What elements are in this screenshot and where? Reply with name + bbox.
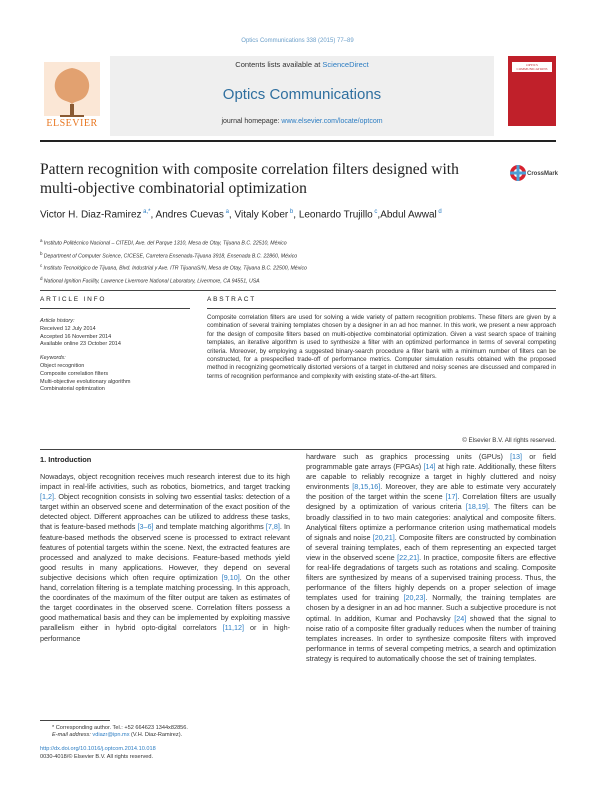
footnote-divider [40, 720, 110, 721]
author-separator: , [228, 209, 235, 221]
citation-link[interactable]: [7,8] [265, 522, 280, 532]
author-affiliation-marker[interactable]: d [436, 209, 442, 215]
info-top-divider [40, 290, 556, 291]
keyword-item: Multi-objective evolutionary algorithm [40, 378, 131, 385]
citation-link[interactable]: [20,23] [403, 593, 426, 603]
citation-link[interactable]: [8,15,16] [352, 482, 381, 492]
citation-link[interactable]: [11,12] [222, 623, 245, 633]
history-label: Article history: [40, 318, 75, 324]
citation-link[interactable]: [18,19] [465, 502, 488, 512]
keyword-item: Combinatorial optimization [40, 386, 105, 393]
abstract-divider [207, 308, 556, 309]
affiliation-marker: c [40, 263, 44, 269]
body-text: . The filters can be broadly classified in to two main categories: analytical and composite filters. Analytical filters optimize a performance criterion using mathematical models of signals and noise [306, 502, 556, 542]
homepage-line [110, 118, 494, 125]
affiliation-marker: a [40, 238, 44, 243]
author-list [40, 206, 556, 221]
abstract-text: Composite correlation filters are used for solving a wide variety of pattern recognition problems. These filters are given by a combination of several training templates chosen by a designer in an ad hoc manner. In this work, we present a new approach for the design of composite filters based on multi-objective combinatorial optimization. Given a vast search space of training templates, an iterative algorithm is used to synthesize a filter with an optimized performance in terms of several competing criteria. Moreover, by employing a suggested binary-search procedure a filter bank with a minimum number of filters can be constructed, for a prespecified trade-off of performance metrics. Computer simulation results obtained with the proposed method in recognizing geometrically distorted versions of a target in cluttered and noisy scenes are discussed and compared in terms of recognition performance and complexity with existing state-of-the-art filters. [207, 314, 556, 380]
affiliation-item [40, 274, 556, 287]
homepage-prefix: journal homepage: [221, 118, 282, 125]
body-text: . In practice, composite filters are effective for real-life degradations of targets such as rotations and scaling. Composite filters are synthesized by means of a supervised training process. Thus, the performance of the filters highly depends on a proper selection of image templates used for training [306, 552, 557, 603]
author-affiliation-marker[interactable]: a,* [141, 209, 151, 215]
article-info-label: ARTICLE INFO [40, 296, 107, 303]
online-date: Available online 23 October 2014 [40, 341, 121, 348]
homepage-link[interactable]: www.elsevier.com/locate/optcom [281, 118, 383, 125]
author-name: Andres Cuevas [155, 209, 224, 221]
email-suffix: (V.H. Diaz-Ramirez). [129, 732, 183, 739]
citation-link[interactable]: [9,10] [221, 572, 240, 582]
contents-line [110, 60, 494, 69]
cover-title: OPTICS COMMUNICATIONS [516, 63, 548, 71]
body-text: Nowadays, object recognition receives much research interest due to its high impact in real-life activities, such as robotics, biometrics, and target tracking [40, 472, 290, 492]
abstract-bottom-divider [40, 449, 556, 450]
affiliation-item [40, 236, 556, 249]
contents-prefix: Contents lists available at [235, 60, 323, 69]
affiliation-marker: d [40, 276, 44, 282]
citation-link[interactable]: [13] [510, 452, 523, 461]
author-affiliation-marker[interactable]: b [288, 209, 294, 215]
email-line [52, 732, 292, 739]
body-text: . Moreover, they are able to estimate very accurately the position of the target within the scene [306, 482, 556, 502]
author-name: Victor H. Diaz-Ramirez [40, 209, 142, 221]
email-link[interactable]: vdiazr@ipn.mx [92, 732, 130, 739]
affiliation-item [40, 261, 556, 274]
author-separator: , [293, 209, 299, 221]
author-name: Abdul Awwal [380, 209, 437, 221]
affiliation-marker: b [40, 250, 44, 256]
body-text: . Composite filters are constructed by combination of several training templates, each of them representing an expected target view in the observed scene [306, 532, 556, 562]
body-text: showed that the signal to noise ratio of a composite filter gradually reduces when the number of training templates increases. In order to synthesize composite filters with improved performance in terms of several competing metrics, a search and optimization strategy is required to automatically choose the set of training templates. [306, 613, 557, 663]
affiliation-text: National Ignition Facility, Lawrence Livermore National Laboratory, Livermore, CA 94551, USA [43, 278, 260, 285]
corresponding-footnote [52, 725, 292, 739]
body-text: or field programmable gate arrays (FPGAs) [306, 452, 556, 472]
intro-right-column [306, 452, 556, 664]
body-text: . Normally, the training templates are chosen by a designer in an ad hoc manner. Such a subjective procedure is not optimal. In addition, Kumar and Pochavsky [306, 593, 556, 623]
article-title: Pattern recognition with composite correlation filters designed with multi-objective combinatorial optimization [40, 161, 459, 197]
author-name: Vitaly Kober [234, 209, 289, 221]
author-separator: , [377, 209, 381, 221]
affiliation-text: Department of Computer Science, CICESE, Carretera Ensenada-Tijuana 3918, Ensenada B.C. 22860, México [43, 253, 298, 260]
journal-reference[interactable]: Optics Communications 338 (2015) 77–89 [241, 38, 354, 44]
received-date: Received 12 July 2014 [40, 325, 96, 332]
accepted-date: Accepted 16 November 2014 [40, 333, 112, 340]
body-text: . Object recognition consists in solving two essential tasks: detection of a target within an observed scene and determination of the exact position of the detected object. Different approaches can be utilized to address these tasks, that is feature-based methods [40, 492, 290, 532]
citation-link[interactable]: [20,21] [372, 532, 395, 542]
body-text: . Correlation filters are usually designed by a optimization of various criteria [306, 492, 556, 512]
article-info-block [40, 318, 190, 394]
author-affiliation-marker[interactable]: c [372, 209, 378, 215]
body-text: and template matching algorithms [153, 522, 266, 532]
email-label: E-mail address: [52, 732, 93, 739]
header-divider [40, 140, 556, 142]
page-footer [40, 745, 340, 761]
body-text: . In feature-based methods the observed scene is processed to extract relevant features of potential targets within the scene. Next, the extracted features are processed and analyzed to make decisions. Feature-based methods yield good results in many applications. However, they depend on several subjective decisions which often require optimization [40, 522, 290, 582]
abstract-copyright: © Elsevier B.V. All rights reserved. [462, 437, 556, 444]
affiliation-item [40, 249, 556, 262]
body-text: or in high-performance [40, 623, 290, 643]
author-affiliation-marker[interactable]: a [223, 209, 229, 215]
abstract-label: ABSTRACT [207, 296, 257, 303]
author-separator: , [150, 209, 156, 221]
citation-link[interactable]: [1,2] [40, 492, 54, 502]
sciencedirect-link[interactable]: ScienceDirect [322, 60, 369, 69]
article-info-divider [40, 308, 190, 309]
intro-left-column [40, 472, 290, 644]
keywords-label: Keywords: [40, 355, 66, 362]
citation-link[interactable]: [17] [445, 492, 458, 502]
body-text: hardware such as graphics processing units (GPUs) [306, 452, 511, 461]
body-text: at high rate. Additionally, these filters are capable to reliably recognize a target in highly cluttered and noisy environments [306, 462, 556, 492]
journal-name: Optics Communications [222, 86, 382, 103]
citation-link[interactable]: [3–6] [137, 522, 154, 532]
citation-link[interactable]: [22,21] [397, 552, 420, 562]
body-text: . On the other hand, correlation filtering is a template matching processing. In this approach, the coordinates of the maximum of the filter output are taken as estimates of the target coordinates in the observed scene. Correlation filters possess a good mathematical basis and they can be implemented by exploiting massive parallelism either in hybrid opto-digital correlators [40, 572, 290, 633]
corresponding-author: * Corresponding author. Tel.: +52 664623 1344x82856. [52, 725, 188, 731]
elsevier-wordmark: ELSEVIER [46, 118, 98, 129]
affiliation-text: Instituto Politécnico Nacional – CITEDI, Ave. del Parque 1310, Mesa de Otay, Tijuana B.C. 22510, México [43, 240, 287, 247]
keyword-item: Composite correlation filters [40, 370, 109, 377]
doi-link[interactable]: http://dx.doi.org/10.1016/j.optcom.2014.10.018 [40, 746, 156, 752]
affiliation-list [40, 236, 556, 287]
introduction-heading: 1. Introduction [40, 455, 92, 464]
citation-link[interactable]: [24] [454, 613, 467, 623]
journal-cover-thumbnail[interactable] [508, 56, 556, 126]
author-name: Leonardo Trujillo [298, 209, 373, 221]
crossmark-label[interactable]: CrossMark [527, 171, 559, 177]
keyword-item: Object recognition [40, 362, 85, 369]
affiliation-text: Instituto Tecnológico de Tijuana, Blvd. Industrial y Ave. ITR TijuanaS/N, Mesa de Otay, Tijuana B.C. 22500, México [43, 266, 307, 273]
issn-copyright: 0030-4018/© Elsevier B.V. All rights reserved. [40, 754, 154, 760]
citation-link[interactable]: [14] [423, 462, 436, 472]
